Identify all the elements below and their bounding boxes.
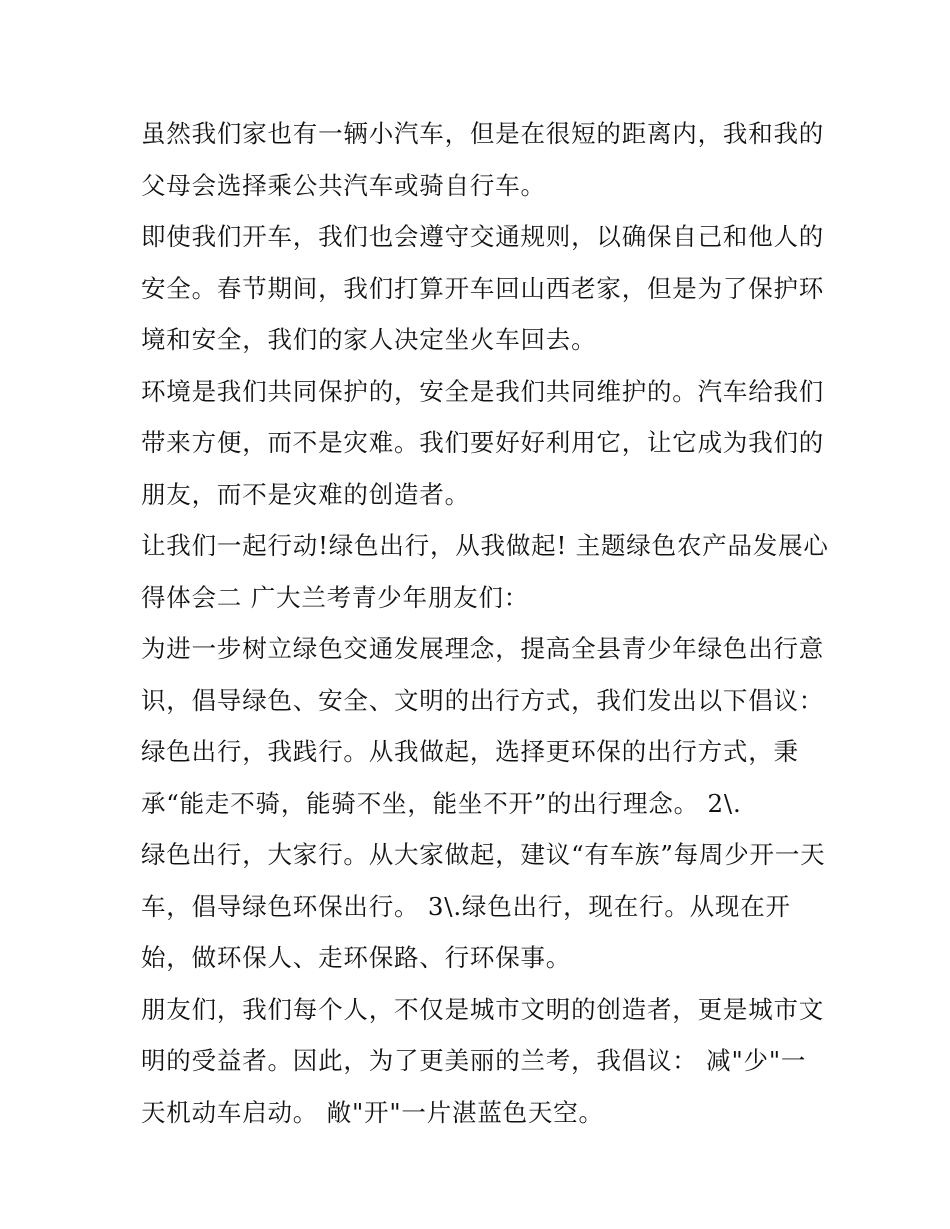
text-line: 让我们一起行动!绿色出行，从我做起! 主题绿色农产品发展心 xyxy=(141,531,829,560)
text-line: 明的受益者。因此，为了更美丽的兰考，我倡议： 减"少"一 xyxy=(141,1046,807,1075)
text-line: 得体会二 广大兰考青少年朋友们： xyxy=(141,582,530,612)
text-line: 绿色出行，大家行。从大家做起，建议“有车族”每周少开一天 xyxy=(141,840,826,869)
text-line: 安全。春节期间，我们打算开车回山西老家，但是为了保护环 xyxy=(141,273,825,303)
text-line: 即使我们开车，我们也会遵守交通规则，以确保自己和他人的 xyxy=(141,222,825,251)
text-line: 虽然我们家也有一辆小汽车，但是在很短的距离内，我和我的 xyxy=(141,119,825,148)
text-line: 环境是我们共同保护的，安全是我们共同维护的。汽车给我们 xyxy=(141,376,825,406)
text-line: 父母会选择乘公共汽车或骑自行车。 xyxy=(141,170,546,200)
text-line: 承“能走不骑，能骑不坐，能坐不开”的出行理念。 2\. xyxy=(141,788,742,818)
text-line: 带来方便，而不是灾难。我们要好好利用它，让它成为我们的 xyxy=(141,428,825,457)
text-line: 境和安全，我们的家人决定坐火车回去。 xyxy=(141,325,597,354)
document-body xyxy=(141,108,829,1138)
text-line: 绿色出行，我践行。从我做起，选择更环保的出行方式，秉 xyxy=(141,737,799,766)
text-line: 为进一步树立绿色交通发展理念，提高全县青少年绿色出行意 xyxy=(141,634,825,663)
text-line: 车，倡导绿色环保出行。 3\.绿色出行，现在行。从现在开 xyxy=(141,891,791,921)
text-line: 识，倡导绿色、安全、文明的出行方式，我们发出以下倡议： xyxy=(141,685,825,715)
text-line: 天机动车启动。 敞"开"一片湛蓝色天空。 xyxy=(141,1097,604,1127)
text-line: 始，做环保人、走环保路、行环保事。 xyxy=(141,943,572,972)
text-line: 朋友们，我们每个人，不仅是城市文明的创造者，更是城市文 xyxy=(141,994,825,1024)
text-line: 朋友，而不是灾难的创造者。 xyxy=(141,479,470,509)
